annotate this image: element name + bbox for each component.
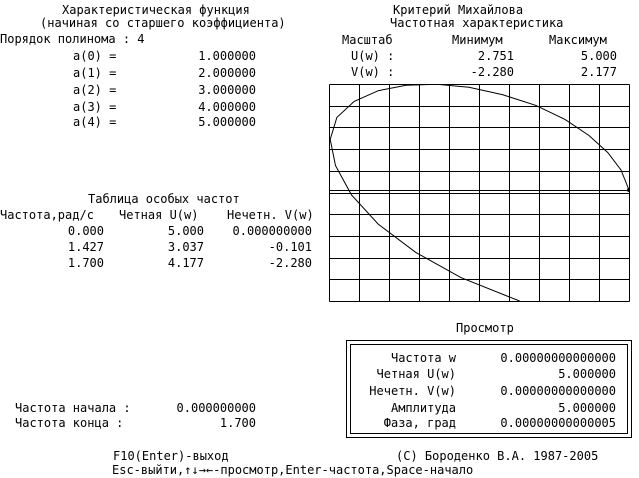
table-cell: -2.280	[268, 256, 312, 270]
v-max-value: 2.177	[580, 65, 617, 79]
polynomial-order: Порядок полинома : 4	[0, 32, 145, 46]
copyright: (C) Бороденко В.А. 1987-2005	[396, 449, 599, 463]
mikhailov-plot	[329, 84, 630, 302]
table-cell: 4.177	[167, 256, 204, 270]
min-header: Минимум	[452, 33, 503, 47]
view-label-phase: Фаза, град	[383, 416, 456, 430]
max-header: Максимум	[549, 33, 607, 47]
scale-header: Масштаб	[342, 33, 393, 47]
freq-start-value[interactable]: 0.000000000	[176, 401, 256, 415]
v-scale-label: V(w) :	[351, 65, 395, 79]
view-title: Просмотр	[456, 321, 514, 335]
view-value-phase: 0.00000000000005	[500, 416, 616, 430]
table-cell: 5.000	[167, 224, 204, 238]
table-cell: 0.000000000	[232, 224, 312, 238]
coef-value: 3.000000	[198, 83, 256, 97]
view-value-odd: 0.00000000000000	[500, 384, 616, 398]
view-label-even: Четная U(w)	[376, 367, 456, 381]
col-header-even: Четная U(w)	[119, 208, 199, 222]
key-help: Esc-выйти,↑↓→←-просмотр,Enter-частота,Space-начало	[112, 463, 474, 477]
table-cell: 1.427	[67, 240, 104, 254]
coef-value: 1.000000	[198, 49, 256, 63]
u-scale-label: U(w) :	[351, 49, 395, 63]
freq-response-title: Частотная характеристика	[390, 16, 564, 30]
special-freq-title: Таблица особых частот	[88, 192, 240, 206]
table-cell: 0.000	[67, 224, 104, 238]
col-header-freq: Частота,рад/с	[0, 208, 94, 222]
col-header-odd: Нечетн. V(w)	[227, 208, 314, 222]
freq-start-label: Частота начала :	[15, 401, 131, 415]
v-min-value: -2.280	[470, 65, 514, 79]
coef-label: a(2) =	[73, 83, 117, 97]
u-min-value: 2.751	[477, 49, 514, 63]
u-max-value: 5.000	[580, 49, 617, 63]
exit-hint[interactable]: F10(Enter)-выход	[113, 449, 229, 463]
view-value-amplitude: 5.000000	[558, 401, 616, 415]
view-value-even: 5.000000	[558, 367, 616, 381]
view-label-odd: Нечетн. V(w)	[369, 384, 456, 398]
view-label-amplitude: Амплитуда	[390, 401, 456, 415]
view-label-freq: Частота w	[390, 351, 456, 365]
freq-end-value[interactable]: 1.700	[219, 416, 256, 430]
start-point-marker	[627, 188, 630, 192]
freq-end-label: Частота конца :	[15, 416, 124, 430]
mikhailov-title: Критерий Михайлова	[393, 3, 524, 17]
coef-value: 2.000000	[198, 66, 256, 80]
coef-label: a(3) =	[73, 100, 117, 114]
coef-label: a(4) =	[73, 115, 117, 129]
table-cell: 1.700	[67, 256, 104, 270]
table-cell: -0.101	[268, 240, 312, 254]
coef-value: 5.000000	[198, 115, 256, 129]
coef-label: a(0) =	[73, 49, 117, 63]
plot-grid	[329, 84, 630, 302]
char-func-title: Характеристическая функция	[62, 3, 250, 17]
char-func-subtitle: (начиная со старшего коэффициента)	[40, 16, 286, 30]
coef-label: a(1) =	[73, 66, 117, 80]
table-cell: 3.037	[167, 240, 204, 254]
view-value-freq[interactable]: 0.00000000000000	[500, 351, 616, 365]
coef-value: 4.000000	[198, 100, 256, 114]
